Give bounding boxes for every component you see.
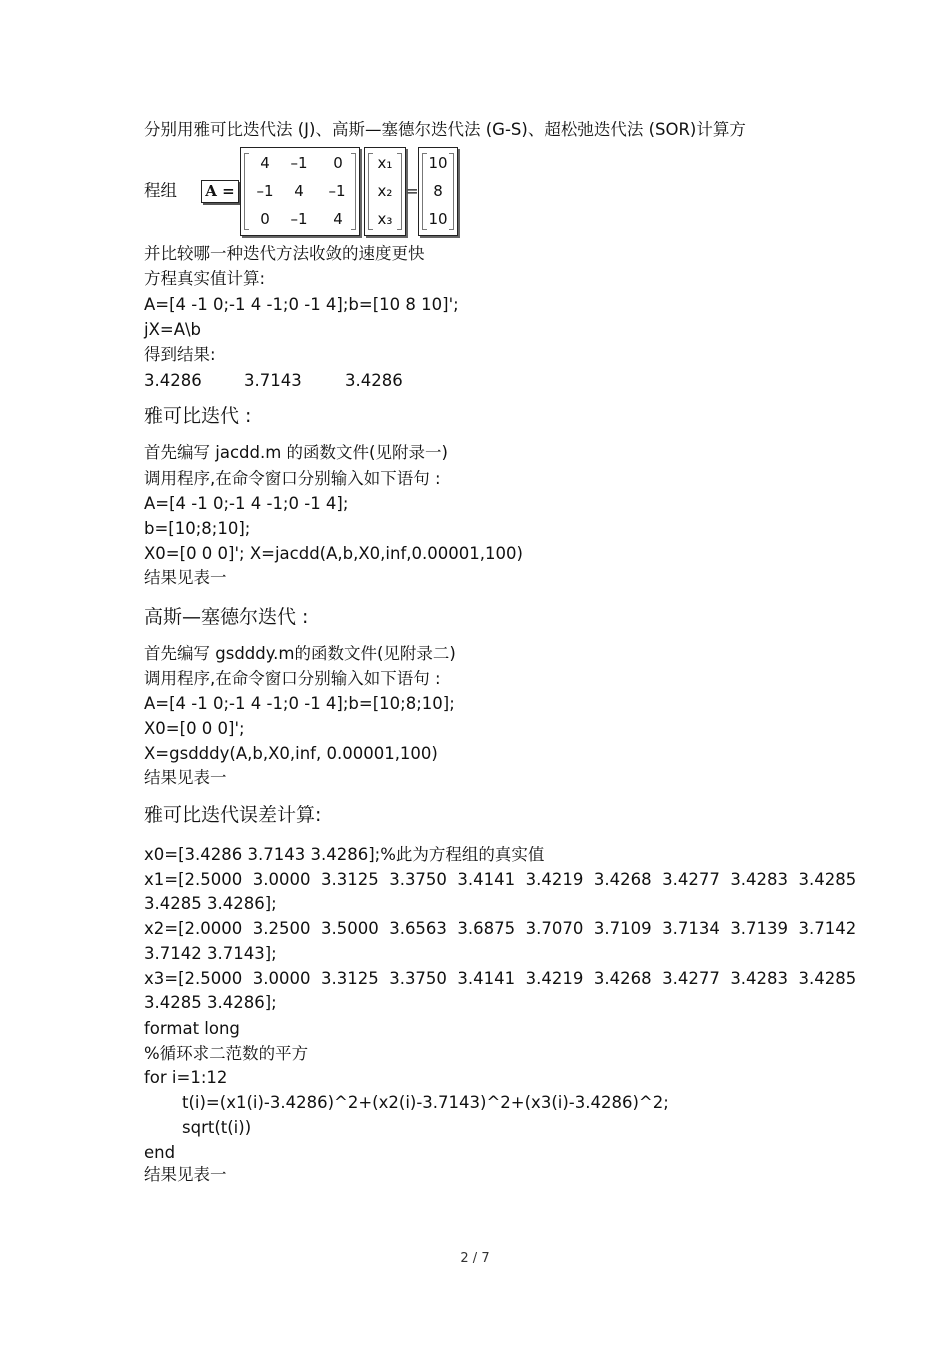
text-line: 调用程序,在命令窗口分别输入如下语句 : xyxy=(144,669,441,688)
code-line: 3.4285 3.4286]; xyxy=(144,993,277,1012)
matrix-cell: 0 xyxy=(260,210,270,228)
intro-line: 分别用雅可比迭代法 (J)、高斯—塞德尔迭代法 (G-S)、超松弛迭代法 (SOR)计算方 xyxy=(144,120,746,139)
matrix-a xyxy=(240,147,360,236)
result-value: 3.4286 xyxy=(345,371,403,390)
matrix-cell: –1 xyxy=(256,182,274,200)
code-line: A=[4 -1 0;-1 4 -1;0 -1 4];b=[10;8;10]; xyxy=(144,694,455,713)
matrix-a-label: A = xyxy=(201,180,239,203)
system-label: 程组 xyxy=(144,181,177,200)
code-comment: %循环求二范数的平方 xyxy=(144,1044,309,1063)
vector-x-cell: x₂ xyxy=(377,182,393,200)
code-line: end xyxy=(144,1143,176,1162)
code-line: A=[4 -1 0;-1 4 -1;0 -1 4];b=[10 8 10]'; xyxy=(144,295,459,314)
left-bracket xyxy=(244,153,249,230)
matrix-cell: –1 xyxy=(290,154,308,172)
text-line: 首先编写 gsdddy.m的函数文件(见附录二) xyxy=(144,644,456,663)
code-line: sqrt(t(i)) xyxy=(182,1118,252,1137)
equals-sign: = xyxy=(406,182,419,200)
vector-b xyxy=(418,147,458,236)
result-note: 结果见表一 xyxy=(144,568,227,587)
section-heading-jacobi: 雅可比迭代 : xyxy=(144,405,252,427)
result-value: 3.7143 xyxy=(244,371,302,390)
code-line: X=gsdddy(A,b,X0,inf, 0.00001,100) xyxy=(144,744,438,763)
code-line: jX=A\b xyxy=(144,320,202,339)
code-line: x3=[2.5000 3.0000 3.3125 3.3750 3.4141 3.4219 3.4268 3.4277 3.4283 3.4285 xyxy=(144,969,857,988)
result-value: 3.4286 xyxy=(144,371,202,390)
code-line: x2=[2.0000 3.2500 3.5000 3.6563 3.6875 3.7070 3.7109 3.7134 3.7139 3.7142 xyxy=(144,919,857,938)
code-line: t(i)=(x1(i)-3.4286)^2+(x2(i)-3.7143)^2+(x3(i)-3.4286)^2; xyxy=(182,1093,669,1112)
code-line: x0=[3.4286 3.7143 3.4286];%此为方程组的真实值 xyxy=(144,845,545,864)
page-number: 2 / 7 xyxy=(460,1251,490,1266)
code-line: x1=[2.5000 3.0000 3.3125 3.3750 3.4141 3.4219 3.4268 3.4277 3.4283 3.4285 xyxy=(144,870,857,889)
text-line: 首先编写 jacdd.m 的函数文件(见附录一) xyxy=(144,443,448,462)
matrix-cell: 4 xyxy=(294,182,304,200)
matrix-cell: –1 xyxy=(328,182,346,200)
vector-x-cell: x₁ xyxy=(377,154,393,172)
code-line: X0=[0 0 0]'; xyxy=(144,719,245,738)
vector-b-cell: 10 xyxy=(428,210,448,228)
text-line: 调用程序,在命令窗口分别输入如下语句 : xyxy=(144,469,441,488)
matrix-cell: 4 xyxy=(333,210,343,228)
code-line: for i=1:12 xyxy=(144,1068,228,1087)
section-heading-gauss: 高斯—塞德尔迭代 : xyxy=(144,606,309,628)
vector-b-cell: 10 xyxy=(428,154,448,172)
vector-x-cell: x₃ xyxy=(377,210,393,228)
matrix-cell: –1 xyxy=(290,210,308,228)
code-line: A=[4 -1 0;-1 4 -1;0 -1 4]; xyxy=(144,494,349,513)
matrix-cell: 0 xyxy=(333,154,343,172)
result-label: 得到结果: xyxy=(144,345,216,364)
intro-question: 并比较哪一种迭代方法收敛的速度更快 xyxy=(144,244,425,263)
result-note: 结果见表一 xyxy=(144,768,227,787)
section-heading-error: 雅可比迭代误差计算: xyxy=(144,804,322,826)
result-note: 结果见表一 xyxy=(144,1165,227,1184)
vector-b-cell: 8 xyxy=(433,182,443,200)
code-line: 3.7142 3.7143]; xyxy=(144,944,277,963)
vector-x xyxy=(364,147,406,236)
code-line: 3.4285 3.4286]; xyxy=(144,894,277,913)
code-line: b=[10;8;10]; xyxy=(144,519,251,538)
code-line: X0=[0 0 0]'; X=jacdd(A,b,X0,inf,0.00001,100) xyxy=(144,544,523,563)
true-value-title: 方程真实值计算: xyxy=(144,269,266,288)
code-line: format long xyxy=(144,1019,240,1038)
right-bracket xyxy=(351,153,356,230)
matrix-cell: 4 xyxy=(260,154,270,172)
